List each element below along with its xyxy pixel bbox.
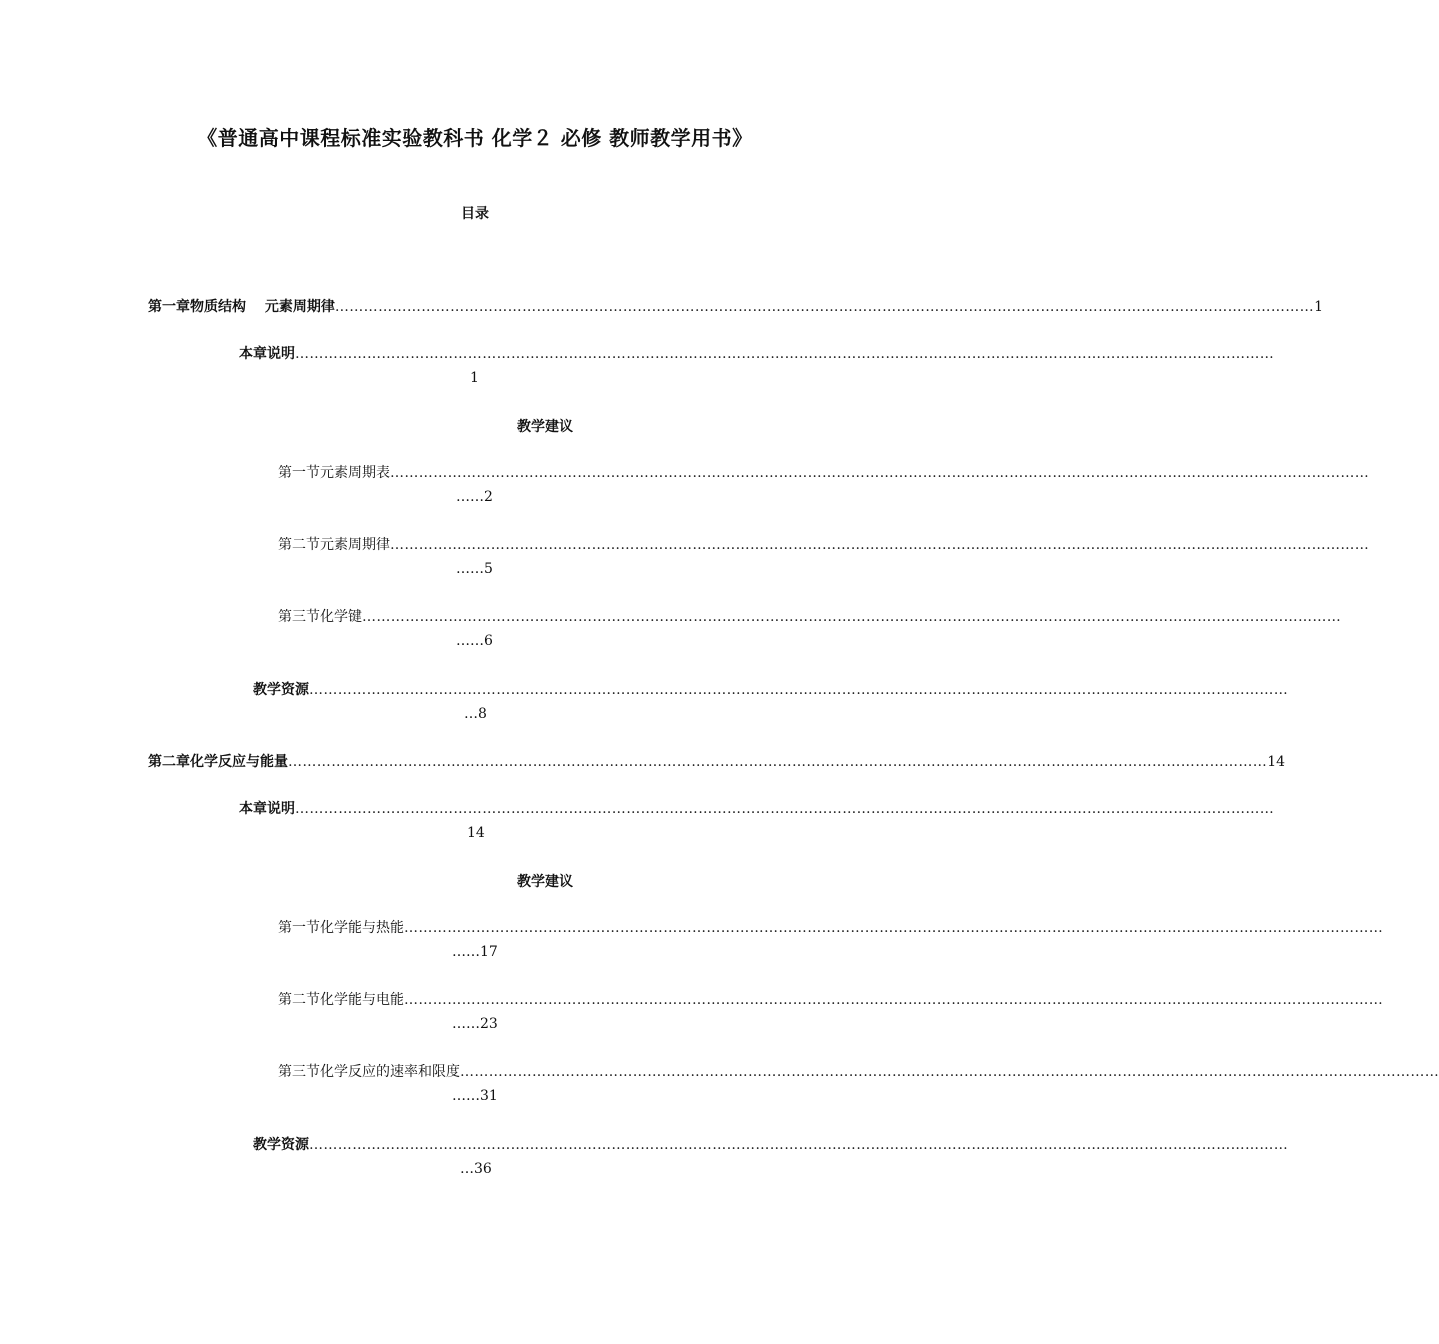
ch1-s2-label: 第二节 <box>278 537 320 553</box>
leader-dots: …………………………………………………………………………………………………………………………………………………………………………………… <box>295 346 1275 362</box>
ch2-s3-name: 化学反应的速率和限度 <box>320 1064 460 1080</box>
ch1-s1-name: 元素周期表 <box>320 465 390 481</box>
ch2-s3-page: ……31 <box>452 1088 498 1104</box>
ch1-teaching-advice: 教学建议 <box>517 419 573 435</box>
ch2-resources-label: 教学资源 <box>253 1137 309 1153</box>
ch1-s1-label: 第一节 <box>278 465 320 481</box>
ch1-resources-label: 教学资源 <box>253 682 309 698</box>
ch2-s2-name: 化学能与电能 <box>320 992 404 1008</box>
ch1-s3-label: 第三节 <box>278 609 320 625</box>
chapter-1-name: 物质结构 元素周期律 <box>190 299 335 315</box>
ch2-intro-label: 本章说明 <box>239 801 295 817</box>
toc-ch2-section-1[interactable] <box>278 917 1384 939</box>
ch2-s2-label: 第二节 <box>278 992 320 1008</box>
toc-chapter-1[interactable] <box>148 296 1323 318</box>
ch1-s2-name: 元素周期律 <box>320 537 390 553</box>
toc-ch2-section-2[interactable] <box>278 989 1384 1011</box>
ch1-s1-page: ……2 <box>456 489 493 505</box>
toc-ch1-section-2[interactable] <box>278 534 1370 556</box>
toc-ch1-intro[interactable] <box>239 343 1275 365</box>
ch1-s2-page: ……5 <box>456 561 493 577</box>
ch2-s1-name: 化学能与热能 <box>320 920 404 936</box>
document-title: 《普通高中课程标准实验教科书 化学２ 必修 教师教学用书》 <box>197 126 753 150</box>
toc-ch2-section-3[interactable] <box>278 1061 1439 1083</box>
leader-dots: …………………………………………………………………………………………………………………………………………………………………………………… <box>404 992 1384 1008</box>
chapter-2-label: 第二章 <box>148 754 190 770</box>
leader-dots: …………………………………………………………………………………………………………………………………………………………………………………… <box>309 1137 1289 1153</box>
ch2-s2-page: ……23 <box>452 1016 498 1032</box>
leader-dots: …………………………………………………………………………………………………………………………………………………………………………………… <box>362 609 1342 625</box>
ch1-s3-page: ……6 <box>456 633 493 649</box>
ch2-s3-label: 第三节 <box>278 1064 320 1080</box>
chapter-1-page: 1 <box>1314 299 1323 315</box>
toc-chapter-2[interactable] <box>148 751 1286 773</box>
ch1-resources-page: …8 <box>464 706 487 722</box>
leader-dots: …………………………………………………………………………………………………………………………………………………………………………………… <box>404 920 1384 936</box>
chapter-2-page: 14 <box>1267 754 1286 770</box>
ch2-s1-page: ……17 <box>452 944 498 960</box>
leader-dots: …………………………………………………………………………………………………………………………………………………………………………………… <box>309 682 1289 698</box>
toc-ch2-resources[interactable] <box>253 1134 1289 1156</box>
ch1-intro-page: 1 <box>470 370 479 386</box>
ch2-resources-page: …36 <box>460 1161 492 1177</box>
toc-ch1-resources[interactable] <box>253 679 1289 701</box>
leader-dots: …………………………………………………………………………………………………………………………………………………………………………………… <box>460 1064 1439 1080</box>
leader-dots: …………………………………………………………………………………………………………………………………………………………………………………… <box>334 299 1315 315</box>
chapter-2-name: 化学反应与能量 <box>190 754 288 770</box>
leader-dots: …………………………………………………………………………………………………………………………………………………………………………………… <box>295 801 1275 817</box>
ch1-intro-label: 本章说明 <box>239 346 295 362</box>
ch1-s3-name: 化学键 <box>320 609 362 625</box>
chapter-1-label: 第一章 <box>148 299 190 315</box>
ch2-s1-label: 第一节 <box>278 920 320 936</box>
toc-ch2-intro[interactable] <box>239 798 1275 820</box>
toc-ch1-section-3[interactable] <box>278 606 1342 628</box>
leader-dots: …………………………………………………………………………………………………………………………………………………………………………………… <box>390 465 1370 481</box>
ch2-teaching-advice: 教学建议 <box>517 874 573 890</box>
ch2-intro-page: 14 <box>467 825 485 841</box>
leader-dots: …………………………………………………………………………………………………………………………………………………………………………………… <box>390 537 1370 553</box>
toc-ch1-section-1[interactable] <box>278 462 1370 484</box>
leader-dots: …………………………………………………………………………………………………………………………………………………………………………………… <box>288 754 1268 770</box>
toc-heading: 目录 <box>461 206 489 222</box>
